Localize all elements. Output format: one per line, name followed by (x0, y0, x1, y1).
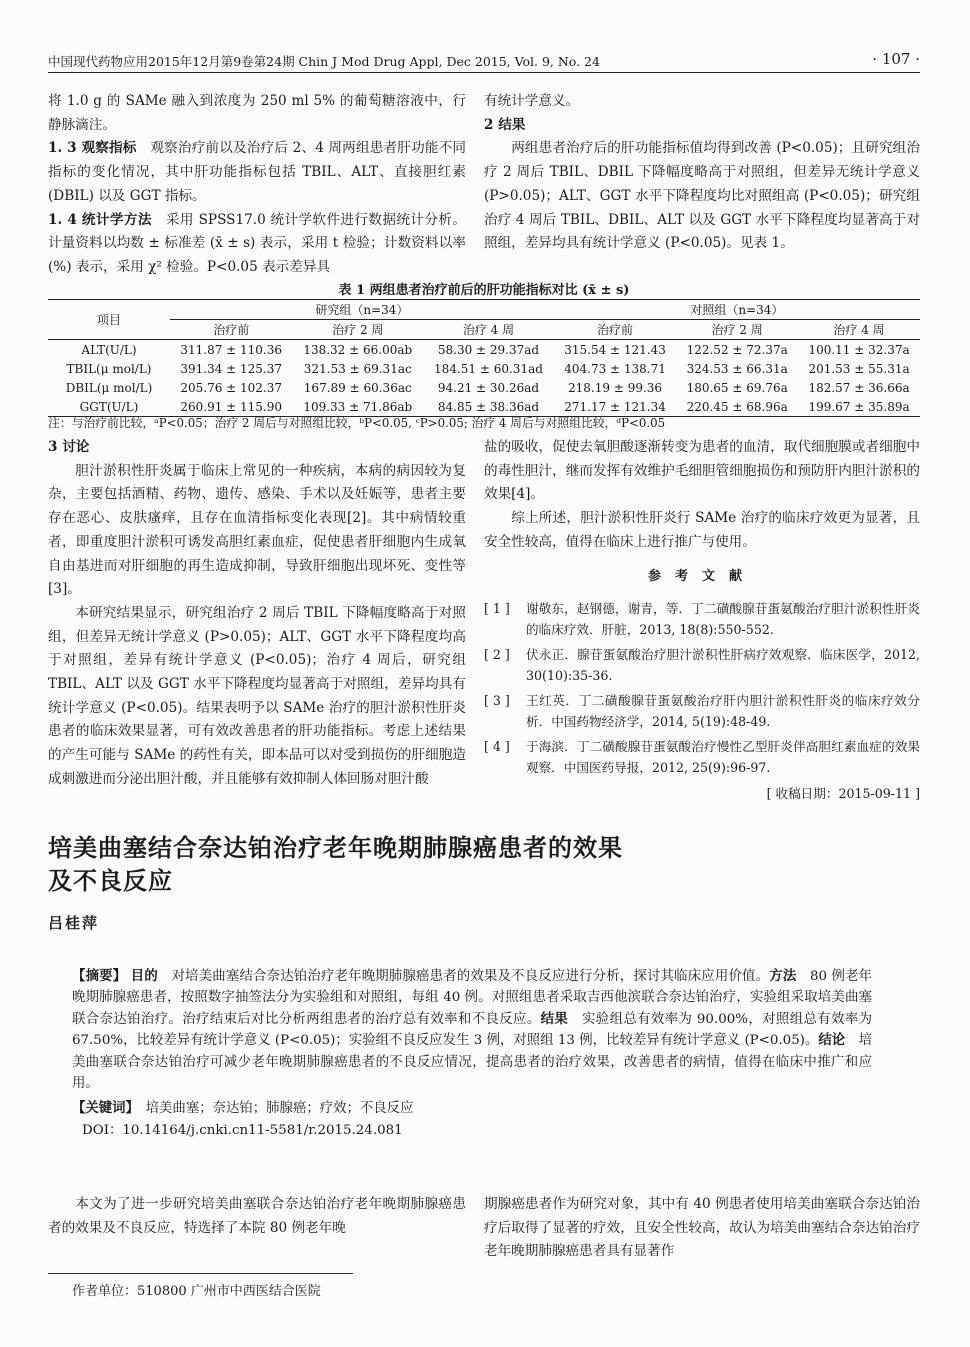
table-cell: 311.87 ± 110.36 (180, 342, 283, 357)
article-author: 吕桂萍 (48, 914, 100, 932)
reference-item (484, 736, 920, 778)
reference-text: 伏永正．腺苷蛋氨酸治疗胆汁淤积性肝病疗效观察．临床医学，2012, 30(10):35-36. (526, 647, 920, 684)
table-subheader: 治疗 2 周 (676, 320, 798, 340)
table-cell: 100.11 ± 32.37a (808, 342, 910, 357)
table-cell: 220.45 ± 68.96a (676, 397, 798, 417)
table-cell: 324.53 ± 66.31a (686, 361, 788, 376)
reference-item (484, 690, 920, 732)
keywords (72, 1098, 872, 1119)
table-cell: 94.21 ± 30.26ad (437, 380, 540, 395)
table-cell: 315.54 ± 121.43 (564, 342, 666, 357)
text-1-3: 观察治疗前以及治疗后 2、4 周两组患者肝功能不同指标的变化情况，其中肝功能指标包括 TBIL、ALT、直接胆红素 (DBIL) 以及 GGT 指标。 (48, 140, 466, 204)
results-text: 两组患者治疗后的肝功能指标值均得到改善 (P<0.05)；且研究组治疗 2 周后 TBIL、DBIL 下降幅度略高于对照组，但差异无统计学意义 (P>0.05)；ALT、GGT 水平下降程度均比对照组高 (P<0.05)；研究组治疗 4 周后 TBIL、DBIL、ALT 以及 GGT 水平下降程度均显著高于对照组，差异均具有统计学意义 (P<0.05)。见表 1。 (484, 140, 920, 252)
table-subheader: 治疗前 (554, 320, 676, 340)
reference-text: 王红英．丁二磺酸腺苷蛋氨酸治疗肝内胆汁淤积性肝炎的临床疗效分析．中国药物经济学，2014, 5(19):48-49. (526, 693, 920, 730)
label-conclusion: 结论 (818, 1032, 846, 1049)
table-cell: 180.65 ± 69.76a (686, 380, 788, 395)
table-header-control-group: 对照组（n=34） (554, 300, 920, 320)
table-note: 注：与治疗前比较，ᵃP<0.05；治疗 2 周后与对照组比较，ᵇP<0.05, ᶜP>0.05; 治疗 4 周后与对照组比较，ᵈP<0.05 (48, 416, 666, 430)
reference-text: 谢敬东，赵钢德，谢青，等．丁二磺酸腺苷蛋氨酸治疗胆汁淤积性肝炎的临床疗效．肝脏，2013, 18(8):550-552. (526, 601, 920, 638)
heading-discussion: 3 讨论 (48, 439, 90, 455)
liver-function-table (48, 299, 920, 417)
reference-number: [ 2 ] (484, 647, 510, 663)
table-row (48, 378, 920, 397)
table-cell: 260.91 ± 115.90 (170, 397, 292, 417)
table-row (48, 340, 920, 360)
text-conclusion: 培美曲塞联合奈达铂治疗可减少老年晚期肺腺癌患者的不良反应情况，提高患者的治疗效果，改善患者的病情，值得在临床中推广和应用。 (72, 1033, 873, 1092)
keywords-text: 培美曲塞；奈达铂；肺腺癌；疗效；不良反应 (145, 1101, 414, 1117)
reference-text: 于海滨．丁二磺酸腺苷蛋氨酸治疗慢性乙型肝炎伴高胆红素血症的效果观察．中国医药导报，2012, 25(9):96-97. (526, 739, 920, 776)
right-column-discussion (484, 436, 920, 806)
intro-left-column (48, 1193, 466, 1240)
reference-number: [ 4 ] (484, 739, 510, 755)
table-cell: 218.19 ± 99.36 (568, 380, 663, 395)
table-cell: 58.30 ± 29.37ad (437, 342, 540, 357)
journal-citation: 中国现代药物应用2015年12月第9卷第24期 Chin J Mod Drug Appl, Dec 2015, Vol. 9, No. 24 (48, 54, 600, 69)
reference-number: [ 1 ] (484, 601, 510, 617)
abstract-label: 【摘要】 (72, 968, 127, 984)
label-methods: 方法 (769, 968, 797, 984)
table-cell: 182.57 ± 36.66a (808, 380, 910, 395)
table-cell: 122.52 ± 72.37a (686, 342, 788, 357)
text-1-4: 采用 SPSS17.0 统计学软件进行数据统计分析。计量资料以均数 ± 标准差 (x̄ ± s) 表示，采用 t 检验；计数资料以率 (%) 表示，采用 χ² 检验。P<0.05 表示差异具 (48, 211, 466, 275)
table-cell: 184.51 ± 60.31ad (434, 361, 543, 376)
table-subheader: 治疗 4 周 (423, 320, 554, 340)
table-cell: 84.85 ± 38.36ad (423, 397, 554, 417)
table-row-label: TBIL(μ mol/L) (66, 361, 152, 376)
reference-item (484, 598, 920, 640)
table-subheader: 治疗 2 周 (292, 320, 423, 340)
methods-continuation: 将 1.0 g 的 SAMe 融入到浓度为 250 ml 5% 的葡萄糖溶液中，行静脉滴注。 (48, 93, 466, 133)
text-results: 实验组总有效率为 90.00%，对照组总有效率为 67.50%，比较差异有统计学意义 (P<0.05)；实验组不良反应发生 3 例，对照组 13 例，比较差异有统计学意义 (P<0.05)。 (72, 1011, 873, 1049)
table-header-study-group: 研究组（n=34） (170, 300, 554, 320)
text-methods: 80 例老年晚期肺腺癌患者，按照数字抽签法分为实验组和对照组，每组 40 例。对照组患者采取吉西他滨联合奈达铂治疗，实验组采取培美曲塞联合奈达铂治疗。治疗结束后对比分析两组患者的治疗总有效率和不良反应。 (72, 969, 873, 1027)
table-cell: 205.76 ± 102.37 (180, 380, 283, 395)
table-subheader: 治疗前 (170, 320, 292, 340)
table-cell: 167.89 ± 60.36ac (303, 380, 412, 395)
table-cell: 201.53 ± 55.31a (808, 361, 910, 376)
table-cell: 271.17 ± 121.34 (554, 397, 676, 417)
discussion-paragraph-2: 本研究结果显示，研究组治疗 2 周后 TBIL 下降幅度略高于对照组，但差异无统计学意义 (P>0.05)；ALT、GGT 水平下降程度均高于对照组，差异有统计学意义 (P<0.05)；治疗 4 周后，研究组 TBIL、ALT 以及 GGT 水平下降程度均显著高于对照组，差异均具有统计学意义 (P<0.05)。结果表明予以 SAMe 治疗的胆汁淤积性肝炎患者的临床效果显著，可有效改善患者的肝功能指标。考虑上述结果的产生可能与 SAMe 的药性有关，即本品可以对受到损伤的肝细胞造成刺激进而分泌出胆汁酸，并且能够有效抑制人体回肠对胆汁酸 (48, 604, 466, 787)
right-column-top (484, 90, 920, 256)
section-1-4 (48, 209, 466, 280)
article-title-line-2: 及不良反应 (48, 867, 173, 895)
footnote-divider (48, 1273, 353, 1274)
table-cell: 138.32 ± 66.00ab (303, 342, 413, 357)
received-date: [ 收稿日期：2015-09-11 ] (766, 786, 920, 802)
table-row-label: ALT(U/L) (81, 342, 137, 357)
table-cell: 391.34 ± 125.37 (180, 361, 283, 376)
table-row-label: GGT(U/L) (48, 397, 170, 417)
stats-continuation: 有统计学意义。 (484, 93, 580, 109)
left-column-top (48, 90, 466, 280)
table-row (48, 359, 920, 378)
label-results: 结果 (540, 1010, 569, 1027)
abstract (72, 966, 872, 1141)
keywords-label: 【关键词】 (72, 1100, 133, 1117)
references-heading: 参考文献 (647, 568, 756, 584)
discussion-paragraph-1: 胆汁淤积性肝炎属于临床上常见的一种疾病，本病的病因较为复杂，主要包括酒精、药物、遗传、感染、手术以及妊娠等，患者主要存在恶心、皮肤瘙痒，且存在血清指标变化表现[2]。其中病情较重者，即重度胆汁淤积可诱发高胆红素血症，促使患者肝细胞内生成氧自由基进而对肝细胞的再生造成抑制，导致肝细胞出现坏死、变性等[3]。 (48, 462, 466, 598)
text-objective: 对培美曲塞结合奈达铂治疗老年晚期肺腺癌患者的效果及不良反应进行分析，探讨其临床应用价值。 (171, 969, 770, 984)
label-objective: 目的 (130, 968, 158, 984)
abstract-body (72, 966, 872, 1094)
discussion-continuation: 盐的吸收，促使去氧胆酸逐渐转变为患者的血清，取代细胞膜或者细胞中的毒性胆汁，继而发挥有效维护毛细胆管细胞损伤和预防肝内胆汁淤积的效果[4]。 (484, 439, 920, 503)
left-column-discussion (48, 436, 466, 792)
reference-item (484, 644, 920, 686)
page-number: · 107 · (872, 50, 920, 68)
heading-1-3: 1. 3 观察指标 (48, 140, 137, 157)
intro-right-column (484, 1193, 920, 1264)
running-header (48, 50, 920, 73)
table-caption: 表 1 两组患者治疗前后的肝功能指标对比 (x̄ ± s) (338, 283, 630, 298)
heading-results: 2 结果 (484, 116, 526, 133)
table-cell: 199.67 ± 35.89a (798, 397, 920, 417)
section-1-3 (48, 137, 466, 208)
conclusion-paragraph: 综上所述，胆汁淤积性肝炎行 SAMe 治疗的临床疗效更为显著，且安全性较高，值得在临床上进行推广与使用。 (484, 510, 920, 550)
table-cell: 404.73 ± 138.71 (564, 361, 666, 376)
table-header-item: 项目 (48, 300, 170, 340)
reference-number: [ 3 ] (484, 693, 510, 709)
intro-paragraph: 本文为了进一步研究培美曲塞联合奈达铂治疗老年晚期肺腺癌患者的效果及不良反应，特选择了本院 80 例老年晚 (48, 1196, 466, 1236)
intro-continuation: 期腺癌患者作为研究对象，其中有 40 例患者使用培美曲塞联合奈达铂治疗后取得了显著的疗效，且安全性较高，故认为培美曲塞结合奈达铂治疗老年晚期肺腺癌患者具有显著作 (484, 1196, 920, 1260)
table-cell: 321.53 ± 69.31ac (303, 361, 412, 376)
article-title-line-1: 培美曲塞结合奈达铂治疗老年晚期肺腺癌患者的效果 (48, 834, 623, 862)
table-cell: 109.33 ± 71.86ab (292, 397, 423, 417)
doi: DOI：10.14164/j.cnki.cn11-5581/r.2015.24.081 (82, 1122, 403, 1138)
author-affiliation: 作者单位：510800 广州市中西医结合医院 (72, 1284, 321, 1299)
article-title (48, 832, 920, 898)
heading-1-4: 1. 4 统计学方法 (48, 211, 152, 228)
table-subheader: 治疗 4 周 (798, 320, 920, 340)
table-row-label: DBIL(μ mol/L) (65, 380, 153, 395)
